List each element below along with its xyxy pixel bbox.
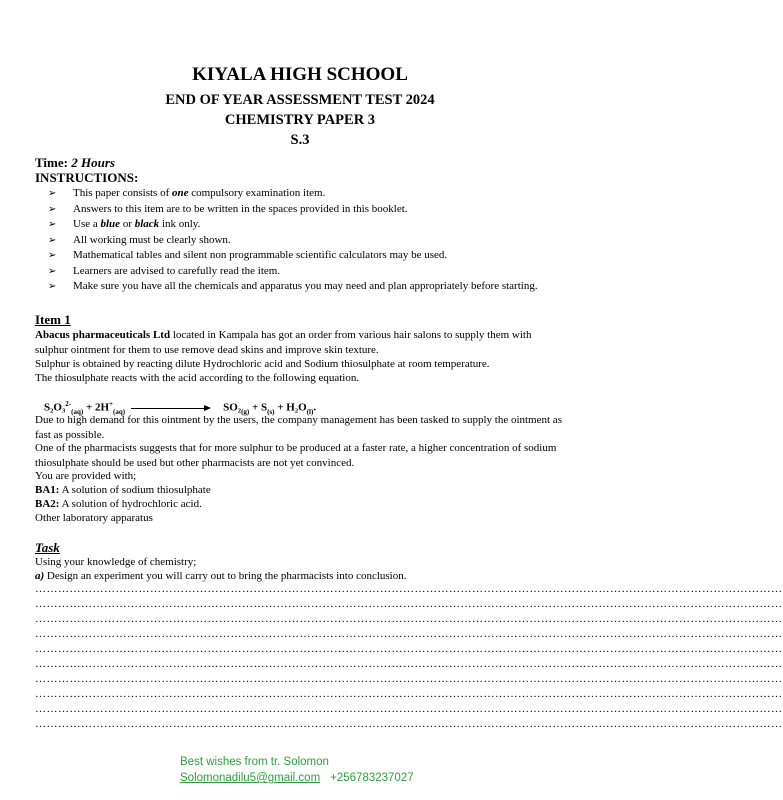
- answer-line[interactable]: ……………………………………………………………………………………………………………………………………………………………………………: [35, 703, 783, 715]
- ba1-line: BA1: A solution of sodium thiosulphate: [35, 484, 211, 496]
- answer-line[interactable]: ……………………………………………………………………………………………………………………………………………………………………………: [35, 643, 783, 655]
- instructions-list: [48, 186, 568, 295]
- answer-line[interactable]: ……………………………………………………………………………………………………………………………………………………………………………: [35, 688, 783, 700]
- email-link[interactable]: Solomonadilu5@gmail.com: [180, 772, 321, 784]
- instruction-item: ➢ Answers to this item are to be written in the spaces provided in this booklet.: [48, 202, 568, 218]
- task-question-a: a) Design an experiment you will carry out to bring the pharmacists into conclusion.: [35, 570, 407, 582]
- item-paragraph-7: Other laboratory apparatus: [35, 512, 153, 524]
- task-heading: Task: [35, 540, 60, 555]
- item-paragraph-1: Abacus pharmaceuticals Ltd located in Kampala has got an order from various hair salons to supply them with sulphur ointment for them to use remove dead skins and improve skin texture.: [35, 329, 532, 356]
- item-paragraph-5: One of the pharmacists suggests that for more sulphur to be produced at a faster rate, a higher concentration of sodium thiosulphate should be used but other pharmacists are not yet convinced.: [35, 442, 557, 469]
- reaction-arrow-icon: [131, 408, 209, 409]
- answer-line[interactable]: ……………………………………………………………………………………………………………………………………………………………………………: [35, 598, 783, 610]
- answer-line[interactable]: ……………………………………………………………………………………………………………………………………………………………………………: [35, 628, 783, 640]
- arrow-bullet-icon: ➢: [48, 219, 57, 230]
- paper-title: CHEMISTRY PAPER 3: [224, 112, 376, 128]
- arrow-bullet-icon: ➢: [48, 250, 57, 261]
- instruction-item: ➢ Mathematical tables and silent non programmable scientific calculators may be used.: [48, 248, 568, 264]
- time-value: 2 Hours: [71, 155, 115, 170]
- item-paragraph-6: You are provided with;: [35, 470, 137, 482]
- instruction-item: ➢ Learners are advised to carefully read the item.: [48, 264, 568, 280]
- item-paragraph-3: The thiosulphate reacts with the acid according to the following equation.: [35, 372, 360, 384]
- footer-contact: [180, 772, 414, 784]
- task-intro: Using your knowledge of chemistry;: [35, 556, 197, 568]
- instruction-item: ➢ Use a blue or black ink only.: [48, 217, 568, 233]
- arrow-bullet-icon: ➢: [48, 281, 57, 292]
- phone-number: +256783237027: [330, 772, 414, 784]
- time-line: [35, 155, 115, 171]
- instructions-heading: INSTRUCTIONS:: [35, 170, 139, 185]
- ba2-line: BA2: A solution of hydrochloric acid.: [35, 498, 202, 510]
- arrow-bullet-icon: ➢: [48, 234, 57, 246]
- time-label: Time:: [35, 155, 68, 170]
- class-label: S.3: [290, 132, 310, 148]
- arrow-bullet-icon: ➢: [48, 188, 57, 199]
- item-paragraph-4: Due to high demand for this ointment by the users, the company management has been tasked to supply the ointment as fast as possible.: [35, 414, 562, 441]
- answer-line[interactable]: ……………………………………………………………………………………………………………………………………………………………………………: [35, 673, 783, 685]
- instruction-item: ➢ All working must be clearly shown.: [48, 233, 568, 249]
- answer-line[interactable]: ……………………………………………………………………………………………………………………………………………………………………………: [35, 658, 783, 670]
- answer-line[interactable]: ……………………………………………………………………………………………………………………………………………………………………………: [35, 583, 783, 595]
- chemical-equation: $S_2O_3^{2-}_{(aq)} + 2H^+_{(aq)}$ $SO_2_{(g)} + S_{(s)} + H_2O_{(l)}$.: [44, 400, 317, 416]
- answer-line[interactable]: ……………………………………………………………………………………………………………………………………………………………………………: [35, 718, 783, 730]
- school-name: KIYALA HIGH SCHOOL: [192, 64, 408, 85]
- instruction-item: ➢ This paper consists of one compulsory examination item.: [48, 186, 568, 202]
- answer-line[interactable]: ……………………………………………………………………………………………………………………………………………………………………………: [35, 613, 783, 625]
- arrow-bullet-icon: ➢: [48, 203, 57, 215]
- exam-title: END OF YEAR ASSESSMENT TEST 2024: [165, 92, 435, 108]
- item-paragraph-2: Sulphur is obtained by reacting dilute Hydrochloric acid and Sodium thiosulphate at room temperature.: [35, 358, 490, 370]
- item-heading: Item 1: [35, 312, 71, 327]
- footer-greeting: Best wishes from tr. Solomon: [180, 756, 329, 768]
- arrow-bullet-icon: ➢: [48, 265, 57, 277]
- company-name: Abacus pharmaceuticals Ltd: [35, 329, 171, 341]
- instruction-item: ➢ Make sure you have all the chemicals and apparatus you may need and plan appropriately before starting.: [48, 279, 568, 295]
